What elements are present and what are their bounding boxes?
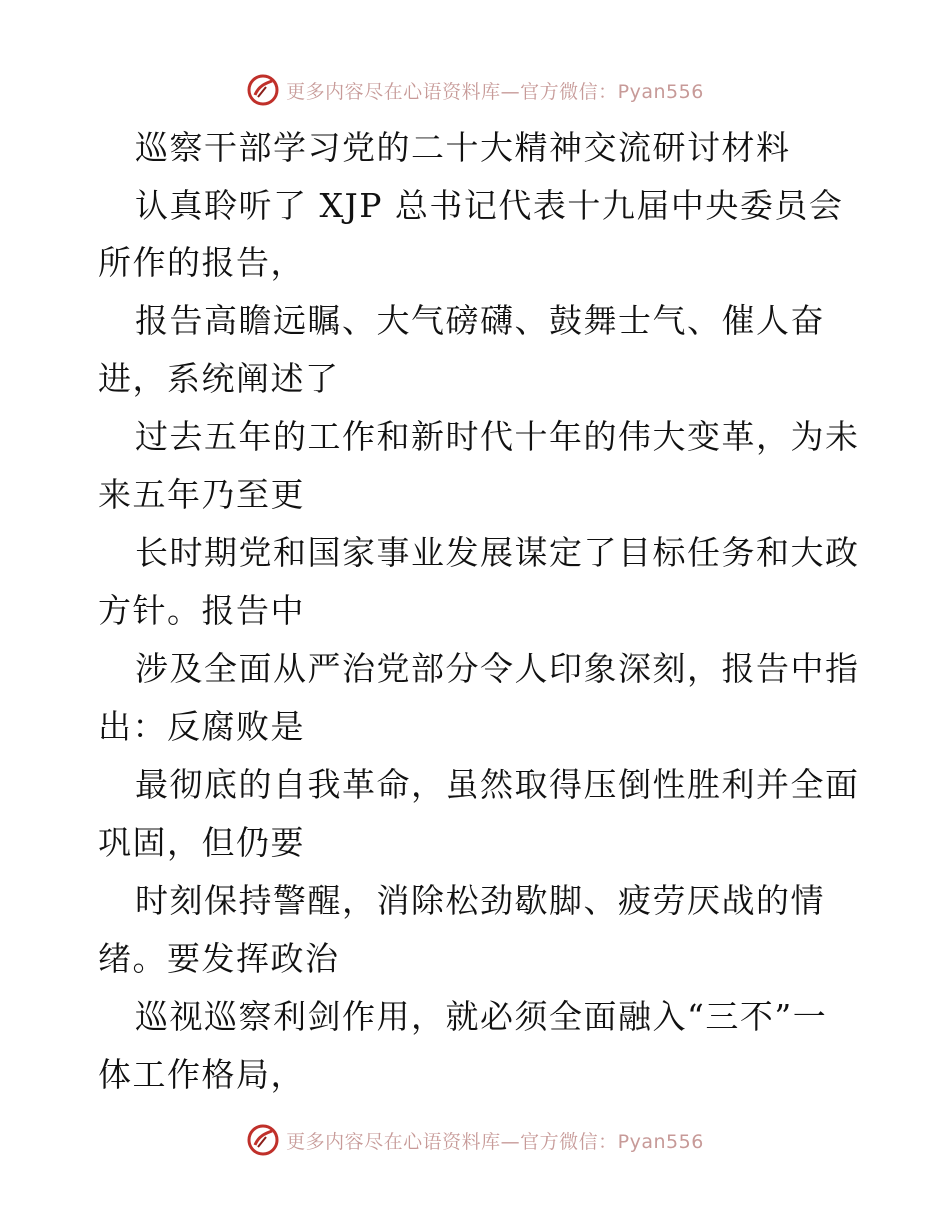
paragraph-line: 过去五年的工作和新时代十年的伟大变革，为未	[135, 417, 860, 456]
paragraph-line: 报告高瞻远瞩、大气磅礴、鼓舞士气、催人奋	[135, 301, 825, 340]
paragraph-line: 所作的报告，	[98, 243, 305, 282]
footer-banner-slogan: 更多内容尽在心语资料库—官方微信：	[286, 1130, 618, 1153]
paragraph-line: 体工作格局，	[98, 1055, 305, 1094]
paragraph-line: 巩固，但仍要	[98, 823, 305, 862]
paragraph-line: 巡视巡察利剑作用，就必须全面融入“三不”一	[135, 997, 828, 1036]
paragraph-line: 最彻底的自我革命，虽然取得压倒性胜利并全面	[135, 765, 860, 804]
paragraph-line: 绪。要发挥政治	[98, 939, 340, 978]
paragraph-line: 来五年乃至更	[98, 475, 305, 514]
footer-banner-text	[286, 1127, 704, 1154]
paragraph-line: 长时期党和国家事业发展谋定了目标任务和大政	[135, 533, 860, 572]
footer-banner	[0, 1120, 950, 1160]
paragraph-line: 出：反腐败是	[98, 707, 305, 746]
header-banner	[0, 70, 950, 110]
header-banner-text	[286, 77, 704, 104]
logo-icon	[246, 73, 280, 107]
header-banner-slogan: 更多内容尽在心语资料库—官方微信：	[286, 80, 618, 103]
paragraph-line: 进，系统阐述了	[98, 359, 340, 398]
paragraph-line: 涉及全面从严治党部分令人印象深刻，报告中指	[135, 649, 860, 688]
paragraph-line: 认真聆听了 XJP 总书记代表十九届中央委员会	[135, 186, 844, 225]
header-banner-account: Pyan556	[617, 80, 704, 103]
paragraph-line: 时刻保持警醒，消除松劲歇脚、疲劳厌战的情	[135, 881, 825, 920]
logo-icon	[246, 1123, 280, 1157]
footer-banner-account: Pyan556	[617, 1130, 704, 1153]
document-title: 巡察干部学习党的二十大精神交流研讨材料	[135, 128, 791, 167]
paragraph-line: 方针。报告中	[98, 591, 305, 630]
